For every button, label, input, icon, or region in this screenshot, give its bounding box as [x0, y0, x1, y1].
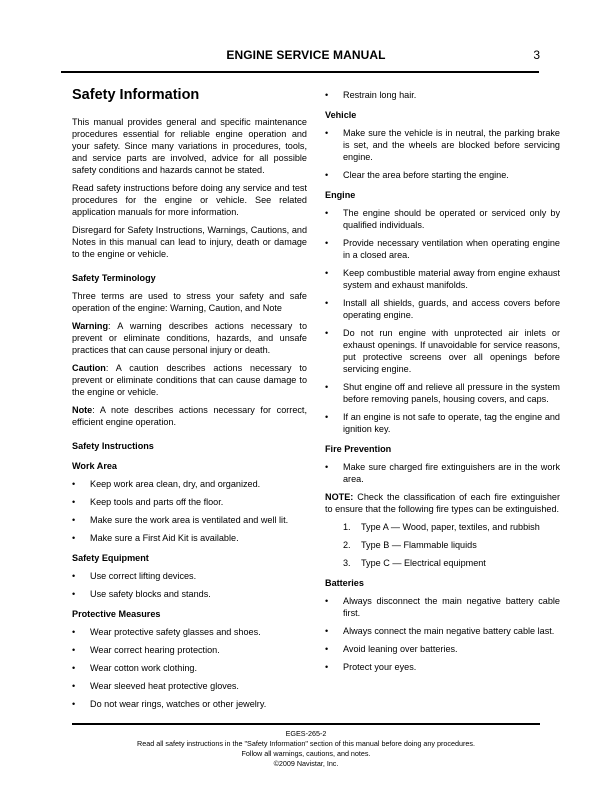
bullet-icon: • — [325, 662, 329, 672]
bullet-icon: • — [325, 382, 329, 392]
list-item: • Restrain long hair. — [325, 90, 417, 100]
fire-types-list — [325, 521, 560, 569]
engine-list — [325, 207, 560, 435]
bullet-icon: • — [325, 644, 329, 654]
bullet-icon: • — [325, 462, 329, 472]
subheading-protective-measures: Protective Measures — [72, 609, 161, 619]
subheading-work-area: Work Area — [72, 461, 117, 471]
terminology-intro: Three terms are used to stress your safety and safe operation of the engine: Warning, Caution, and Note — [72, 291, 307, 313]
list-item: • If an engine is not safe to operate, tag the engine and ignition key. — [325, 412, 560, 434]
list-item: • Always connect the main negative battery cable last. — [325, 626, 555, 636]
intro-paragraph: Read safety instructions before doing any service and test procedures for the engine or vehicle. See related application manuals for more information. — [72, 183, 307, 217]
note-label: NOTE: — [325, 492, 354, 502]
bullet-icon: • — [325, 170, 329, 180]
footer-safety-notice: Read all safety instructions in the "Safety Information" section of this manual before doing any procedures. — [137, 739, 475, 748]
bullet-icon: • — [72, 589, 76, 599]
list-item: • Make sure charged fire extinguishers are in the work area. — [325, 462, 560, 484]
list-item: • Use correct lifting devices. — [72, 571, 197, 581]
bullet-icon: • — [325, 328, 329, 338]
list-item: • Wear cotton work clothing. — [72, 663, 197, 673]
bullet-icon: • — [72, 515, 76, 525]
caution-label: Caution — [72, 363, 106, 373]
bullet-icon: • — [325, 238, 329, 248]
warning-definition: Warning: A warning describes actions necessary to prevent or eliminate conditions, hazards, and unsafe practices that can cause personal injury or death. — [72, 321, 307, 355]
batteries-list — [325, 595, 560, 673]
list-item: 1. Type A — Wood, paper, textiles, and rubbish — [343, 522, 540, 532]
work-area-list — [72, 478, 307, 544]
protective-measures-list — [72, 626, 307, 710]
list-item: • Clear the area before starting the engine. — [325, 170, 509, 180]
list-item: • Do not wear rings, watches or other jewelry. — [72, 699, 267, 709]
subheading-fire-prevention: Fire Prevention — [325, 444, 392, 454]
bullet-icon: • — [325, 90, 329, 100]
vehicle-list — [325, 127, 560, 181]
bullet-icon: • — [325, 596, 329, 606]
caution-definition: Caution: A caution describes actions necessary to prevent or eliminate conditions that can cause damage to the engine or vehicle. — [72, 363, 307, 397]
subheading-safety-instructions: Safety Instructions — [72, 441, 154, 451]
bullet-icon: • — [325, 626, 329, 636]
bullet-icon: • — [325, 128, 329, 138]
list-item: • Provide necessary ventilation when operating engine in a closed area. — [325, 238, 560, 260]
subheading-safety-terminology: Safety Terminology — [72, 273, 156, 283]
bullet-icon: • — [72, 571, 76, 581]
list-item: 2. Type B — Flammable liquids — [343, 540, 477, 550]
list-item: • Protect your eyes. — [325, 662, 417, 672]
list-item: • Shut engine off and relieve all pressure in the system before removing panels, housing covers, and caps. — [325, 382, 560, 404]
bullet-icon: • — [72, 681, 76, 691]
list-item: • Make sure the work area is ventilated and well lit. — [72, 515, 289, 525]
copyright: ©2009 Navistar, Inc. — [273, 759, 339, 768]
header-divider — [61, 71, 539, 73]
document-id: EGES-265-2 — [285, 729, 327, 738]
list-item: 3. Type C — Electrical equipment — [343, 558, 486, 568]
intro-paragraph: Disregard for Safety Instructions, Warnings, Cautions, and Notes in this manual can lead to injury, death or damage to the engine or vehicle. — [72, 225, 307, 259]
list-item: • Use safety blocks and stands. — [72, 589, 211, 599]
page-footer — [0, 729, 612, 769]
list-item: • Wear correct hearing protection. — [72, 645, 220, 655]
bullet-icon: • — [325, 298, 329, 308]
bullet-icon: • — [72, 479, 76, 489]
fire-extinguisher-note: NOTE: Check the classification of each fire extinguisher to ensure that the following fire types can be extinguished. — [325, 492, 560, 514]
bullet-icon: • — [325, 268, 329, 278]
warning-label: Warning — [72, 321, 109, 331]
bullet-icon: • — [325, 208, 329, 218]
list-item: • Keep combustible material away from engine exhaust system and exhaust manifolds. — [325, 268, 560, 290]
subheading-batteries: Batteries — [325, 578, 364, 588]
section-title: Safety Information — [72, 87, 200, 103]
bullet-icon: • — [72, 533, 76, 543]
right-column — [325, 89, 560, 679]
list-item: • Avoid leaning over batteries. — [325, 644, 458, 654]
note-definition: Note: A note describes actions necessary for correct, efficient engine operation. — [72, 405, 307, 427]
footer-follow-notice: Follow all warnings, cautions, and notes. — [241, 749, 371, 758]
list-item: • Keep work area clean, dry, and organized. — [72, 479, 261, 489]
fire-prevention-list — [325, 461, 560, 485]
page-number: 3 — [533, 48, 540, 62]
bullet-icon: • — [72, 699, 76, 709]
intro-paragraph: This manual provides general and specific maintenance procedures essential for reliable engine operation and your safety. Since many variations in procedures, tools, and service parts are involved, advice for all possible safety conditions and hazards cannot be stated. — [72, 117, 307, 175]
list-item: • Do not run engine with unprotected air inlets or exhaust openings. If unavoidable for service reasons, put protective screens over all openings before servicing engine. — [325, 328, 560, 374]
bullet-icon: • — [72, 645, 76, 655]
left-column — [72, 86, 307, 716]
list-item: • The engine should be operated or serviced only by qualified individuals. — [325, 208, 560, 230]
bullet-icon: • — [72, 497, 76, 507]
bullet-icon: • — [72, 627, 76, 637]
list-item: • Make sure the vehicle is in neutral, the parking brake is set, and the wheels are blocked before servicing engine. — [325, 128, 560, 162]
list-item: • Always disconnect the main negative battery cable first. — [325, 596, 560, 618]
manual-title: ENGINE SERVICE MANUAL — [226, 48, 386, 62]
list-item: • Make sure a First Aid Kit is available. — [72, 533, 239, 543]
subheading-engine: Engine — [325, 190, 356, 200]
footer-divider — [72, 723, 540, 725]
list-item: • Keep tools and parts off the floor. — [72, 497, 224, 507]
list-item: • Wear sleeved heat protective gloves. — [72, 681, 239, 691]
list-item: • Wear protective safety glasses and shoes. — [72, 627, 261, 637]
safety-equipment-list — [72, 570, 307, 600]
note-label: Note — [72, 405, 93, 415]
list-item: • Install all shields, guards, and access covers before operating engine. — [325, 298, 560, 320]
protective-measures-continued-list — [325, 89, 560, 101]
bullet-icon: • — [325, 412, 329, 422]
bullet-icon: • — [72, 663, 76, 673]
subheading-vehicle: Vehicle — [325, 110, 357, 120]
subheading-safety-equipment: Safety Equipment — [72, 553, 149, 563]
